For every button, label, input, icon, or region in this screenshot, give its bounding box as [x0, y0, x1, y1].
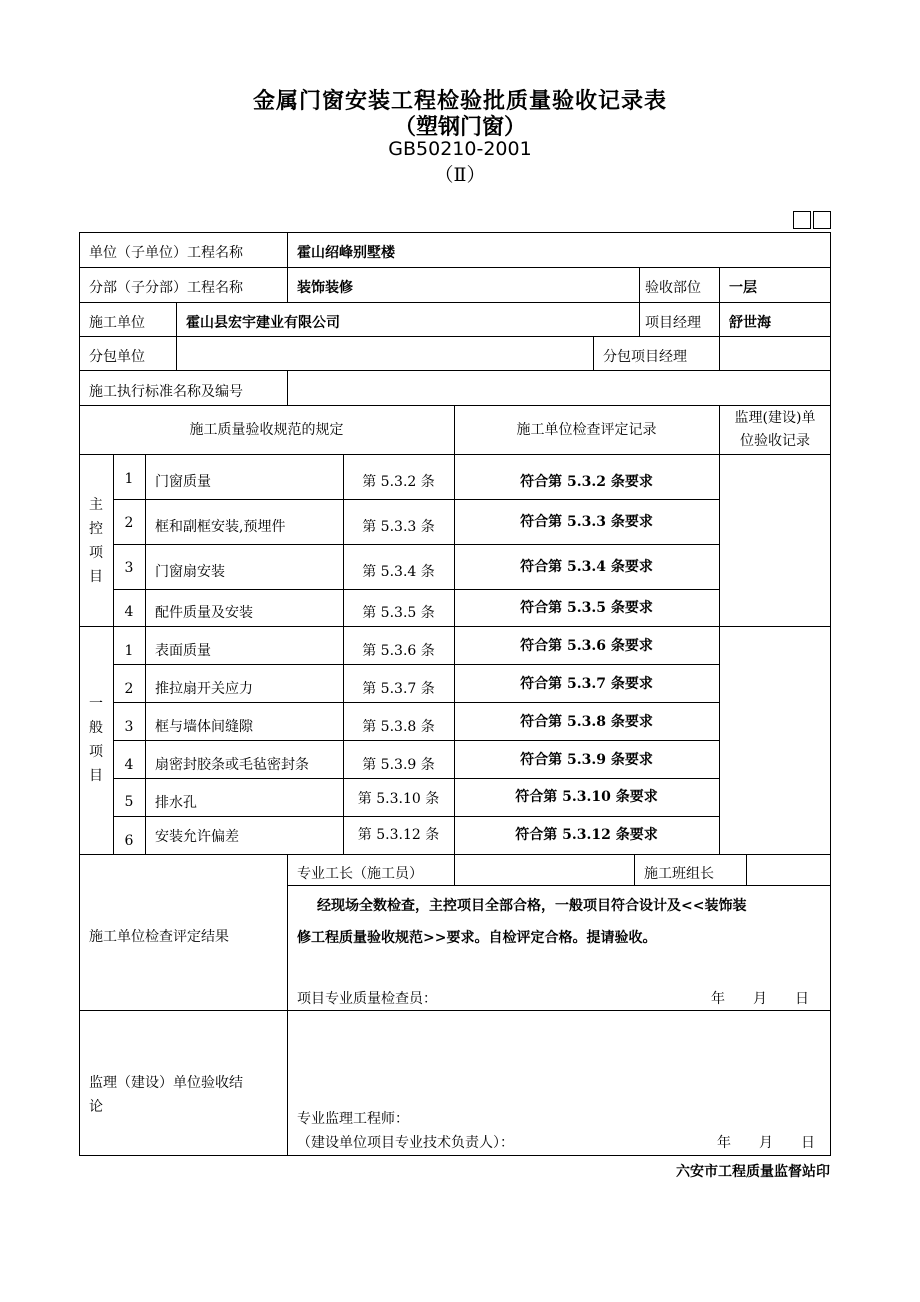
- main-item-no: 2: [124, 515, 134, 531]
- supervision-date: 年 月 日: [717, 1135, 815, 1151]
- general-item-name: 框与墙体间缝隙: [155, 719, 253, 735]
- grid-line: [719, 405, 720, 854]
- main-item-no: 4: [124, 604, 134, 620]
- main-group-char: 目: [89, 569, 103, 585]
- general-item-result: 符合第 5.3.7 条要求: [520, 676, 653, 692]
- number-boxes: [793, 211, 833, 233]
- general-item-no: 5: [124, 794, 134, 810]
- inspection-date: 年 月 日: [711, 991, 809, 1007]
- main-group-char: 控: [89, 521, 103, 537]
- pm-label: 项目经理: [645, 315, 701, 331]
- general-item-name: 排水孔: [155, 795, 197, 811]
- grid-line: [719, 267, 720, 336]
- grid-line: [79, 1155, 831, 1156]
- general-item-clause: 第 5.3.7 条: [362, 681, 435, 697]
- main-item-no: 3: [124, 560, 134, 576]
- general-item-result: 符合第 5.3.9 条要求: [520, 752, 653, 768]
- supervision-label-line2: 论: [89, 1099, 103, 1115]
- general-item-name: 表面质量: [155, 643, 211, 659]
- accept-part-label: 验收部位: [645, 280, 701, 296]
- main-group-char: 项: [89, 545, 103, 561]
- grid-line: [830, 232, 831, 1156]
- grid-line: [287, 267, 288, 302]
- general-group-char: 项: [89, 744, 103, 760]
- grid-line: [79, 232, 80, 1156]
- accept-part-value: 一层: [729, 280, 757, 296]
- grid-line: [287, 370, 288, 405]
- pm-value: 舒世海: [729, 315, 771, 331]
- general-item-result: 符合第 5.3.12 条要求: [515, 827, 658, 843]
- unit-project-label: 单位（子单位）工程名称: [89, 245, 243, 261]
- grid-line: [113, 499, 719, 500]
- main-item-result: 符合第 5.3.5 条要求: [520, 600, 653, 616]
- construction-unit-label: 施工单位: [89, 315, 145, 331]
- grid-line: [639, 267, 640, 336]
- main-item-result: 符合第 5.3.2 条要求: [520, 474, 653, 490]
- acceptance-form: [79, 232, 831, 1156]
- grid-line: [287, 854, 288, 1156]
- construction-unit-value: 霍山县宏宇建业有限公司: [186, 315, 340, 331]
- main-item-result: 符合第 5.3.4 条要求: [520, 559, 653, 575]
- main-item-name: 门窗质量: [155, 474, 211, 490]
- inspection-result-label: 施工单位检查评定结果: [89, 929, 229, 945]
- general-item-name: 扇密封胶条或毛毡密封条: [155, 757, 309, 773]
- engineer-label: 专业监理工程师：: [297, 1111, 409, 1127]
- inspection-text-line1: 经现场全数检查，主控项目全部合格，一般项目符合设计及<<装饰装: [317, 898, 747, 914]
- owner-label: （建设单位项目专业技术负责人）：: [297, 1135, 514, 1151]
- general-item-no: 2: [124, 681, 134, 697]
- general-item-clause: 第 5.3.6 条: [362, 643, 435, 659]
- grid-line: [176, 302, 177, 370]
- grid-line: [79, 1010, 831, 1011]
- general-item-name: 安装允许偏差: [155, 829, 239, 845]
- grid-line: [593, 336, 594, 370]
- supervision-header-l1: 监理(建设)单: [734, 410, 816, 426]
- grid-line: [634, 854, 635, 885]
- general-item-clause: 第 5.3.12 条: [357, 827, 440, 843]
- unit-project-value: 霍山绍峰别墅楼: [297, 245, 395, 261]
- grid-line: [79, 854, 831, 855]
- team-leader-label: 施工班组长: [644, 866, 714, 882]
- main-item-clause: 第 5.3.5 条: [362, 605, 435, 621]
- number-box: [813, 211, 831, 229]
- main-item-result: 符合第 5.3.3 条要求: [520, 514, 653, 530]
- spec-header: 施工质量验收规范的规定: [189, 422, 344, 438]
- grid-line: [113, 816, 719, 817]
- main-item-no: 1: [124, 471, 134, 487]
- general-item-no: 6: [124, 833, 134, 849]
- grid-line: [79, 232, 831, 233]
- main-item-name: 框和副框安装,预埋件: [155, 519, 286, 535]
- form-title: 金属门窗安装工程检验批质量验收记录表: [252, 88, 667, 114]
- grid-line: [719, 336, 720, 370]
- supervision-header-l2: 位验收记录: [740, 433, 810, 449]
- record-header: 施工单位检查评定记录: [516, 422, 657, 438]
- general-item-no: 3: [124, 719, 134, 735]
- general-item-no: 1: [124, 643, 134, 659]
- foreman-label: 专业工长（施工员）: [297, 866, 423, 882]
- inspection-text-line2: 修工程质量验收规范>>要求。自检评定合格。提请验收。: [297, 930, 657, 946]
- general-item-clause: 第 5.3.9 条: [362, 757, 435, 773]
- grid-line: [113, 589, 719, 590]
- grid-line: [113, 740, 719, 741]
- sub-pm-label: 分包项目经理: [603, 349, 687, 365]
- main-item-clause: 第 5.3.2 条: [362, 474, 435, 490]
- general-item-result: 符合第 5.3.6 条要求: [520, 638, 653, 654]
- main-item-name: 配件质量及安装: [155, 605, 253, 621]
- supervision-label-line1: 监理（建设）单位验收结: [89, 1075, 243, 1091]
- number-box: [793, 211, 811, 229]
- division-label: 分部（子分部）工程名称: [89, 280, 243, 296]
- general-group-char: 般: [89, 720, 103, 736]
- grid-line: [113, 544, 719, 545]
- main-item-clause: 第 5.3.4 条: [362, 564, 435, 580]
- grid-line: [454, 854, 455, 885]
- grid-line: [79, 370, 831, 371]
- general-group-char: 目: [89, 768, 103, 784]
- general-item-clause: 第 5.3.10 条: [357, 791, 440, 807]
- general-item-clause: 第 5.3.8 条: [362, 719, 435, 735]
- general-item-result: 符合第 5.3.10 条要求: [515, 789, 658, 805]
- main-item-clause: 第 5.3.3 条: [362, 519, 435, 535]
- grid-line: [746, 854, 747, 885]
- grid-line: [113, 702, 719, 703]
- general-item-name: 推拉扇开关应力: [155, 681, 253, 697]
- general-group-char: 一: [89, 696, 103, 712]
- general-item-no: 4: [124, 757, 134, 773]
- division-value: 装饰装修: [297, 280, 353, 296]
- form-number: （Ⅱ）: [434, 164, 486, 186]
- standard-code: GB50210-2001: [388, 138, 532, 160]
- grid-line: [287, 885, 831, 886]
- standard-label: 施工执行标准名称及编号: [89, 384, 243, 400]
- grid-line: [113, 664, 719, 665]
- grid-line: [113, 778, 719, 779]
- grid-line: [145, 454, 146, 854]
- main-item-name: 门窗扇安装: [155, 564, 225, 580]
- supervision-station-stamp: 六安市工程质量监督站印: [676, 1164, 830, 1180]
- subcontract-label: 分包单位: [89, 349, 145, 365]
- main-group-char: 主: [89, 497, 103, 513]
- form-subtitle: （塑钢门窗）: [393, 114, 526, 140]
- inspector-label: 项目专业质量检查员：: [297, 991, 437, 1007]
- general-item-result: 符合第 5.3.8 条要求: [520, 714, 653, 730]
- grid-line: [287, 232, 288, 267]
